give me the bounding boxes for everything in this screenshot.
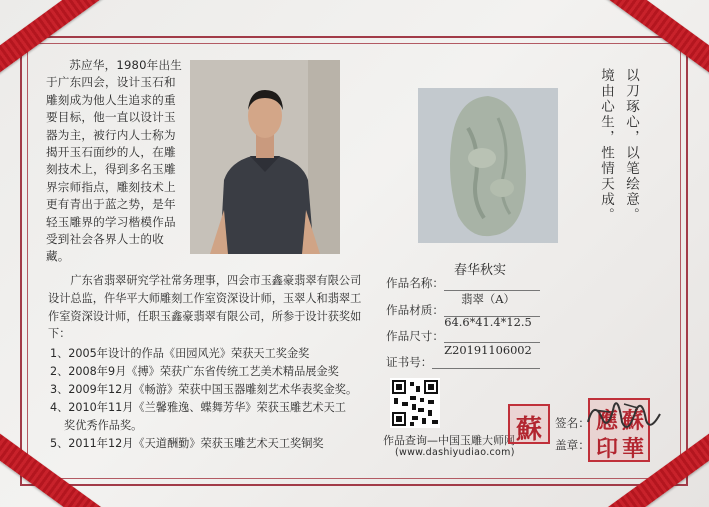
award-item: 4、2010年11月《兰馨雅逸、蝶舞芳华》荣获玉雕艺术天工 奖优秀作品奖。 bbox=[50, 400, 346, 432]
artist-photo bbox=[190, 60, 340, 254]
awards-list bbox=[50, 345, 370, 452]
award-item: 3、2009年12月《畅游》荣获中国玉器雕刻艺术华表奖金奖。 bbox=[50, 382, 358, 396]
artist-description: 广东省翡翠研究学社常务理事，四会市玉鑫豪翡翠有限公司设计总监，仵华平大师雕刻工作室资深设计师，玉翠人和翡翠工作室资深设计师，任职玉鑫豪翡翠有限公司，所参于设计获奖如下： bbox=[48, 274, 362, 341]
award-item: 5、2011年12月《天道酬勤》荣获玉雕艺术天工奖铜奖 bbox=[50, 436, 324, 450]
field-value-material: 翡翠（A） bbox=[461, 292, 515, 306]
artist-bio: 苏应华，1980年出生于广东四会，设计玉石和雕刻成为他人生追求的重要目标，他一直以设计玉器为主，被行内人士称为揭开玉石面纱的人，在雕刻技术上，得到多名玉雕界宗师指点，雕刻技术上更有青出于蓝之势，是年轻玉雕界的学习楷模作品受到社会各界人士的收藏。 bbox=[46, 58, 183, 264]
artwork-title: 春华秋实 bbox=[453, 263, 506, 278]
field-label-name: 作品名称： bbox=[386, 276, 444, 290]
field-label-cert-no: 证书号： bbox=[386, 355, 433, 369]
field-label-size: 作品尺寸： bbox=[386, 329, 444, 343]
query-text: 作品查询—中国玉雕大师网 bbox=[383, 434, 515, 447]
artist-seal-small: 蘇 bbox=[508, 404, 550, 444]
verse-line-2: 境由心生，性情天成。 bbox=[598, 68, 614, 223]
award-item: 2、2008年9月《搏》荣获广东省传统工艺美术精品展金奖 bbox=[50, 364, 339, 378]
handwritten-signature bbox=[580, 392, 670, 442]
field-label-material: 作品材质： bbox=[386, 303, 444, 317]
signature-label: 签名： bbox=[555, 416, 590, 430]
artist-seal-large: 應 蘇 印 華 bbox=[588, 398, 650, 462]
website-url[interactable]: (www.dashiyudiao.com) bbox=[395, 447, 515, 458]
field-underline bbox=[432, 368, 540, 369]
jade-artwork-photo bbox=[418, 88, 558, 243]
field-value-cert-no: Z20191106002 bbox=[444, 343, 532, 357]
qr-code-icon[interactable] bbox=[390, 378, 440, 428]
field-value-size: 64.6*41.4*12.5 bbox=[444, 315, 532, 329]
seal-label: 盖章： bbox=[555, 438, 590, 452]
verse-line-1: 以刀琢心，以笔绘意。 bbox=[623, 68, 639, 223]
award-item: 1、2005年设计的作品《田园风光》荣获天工奖金奖 bbox=[50, 347, 310, 360]
